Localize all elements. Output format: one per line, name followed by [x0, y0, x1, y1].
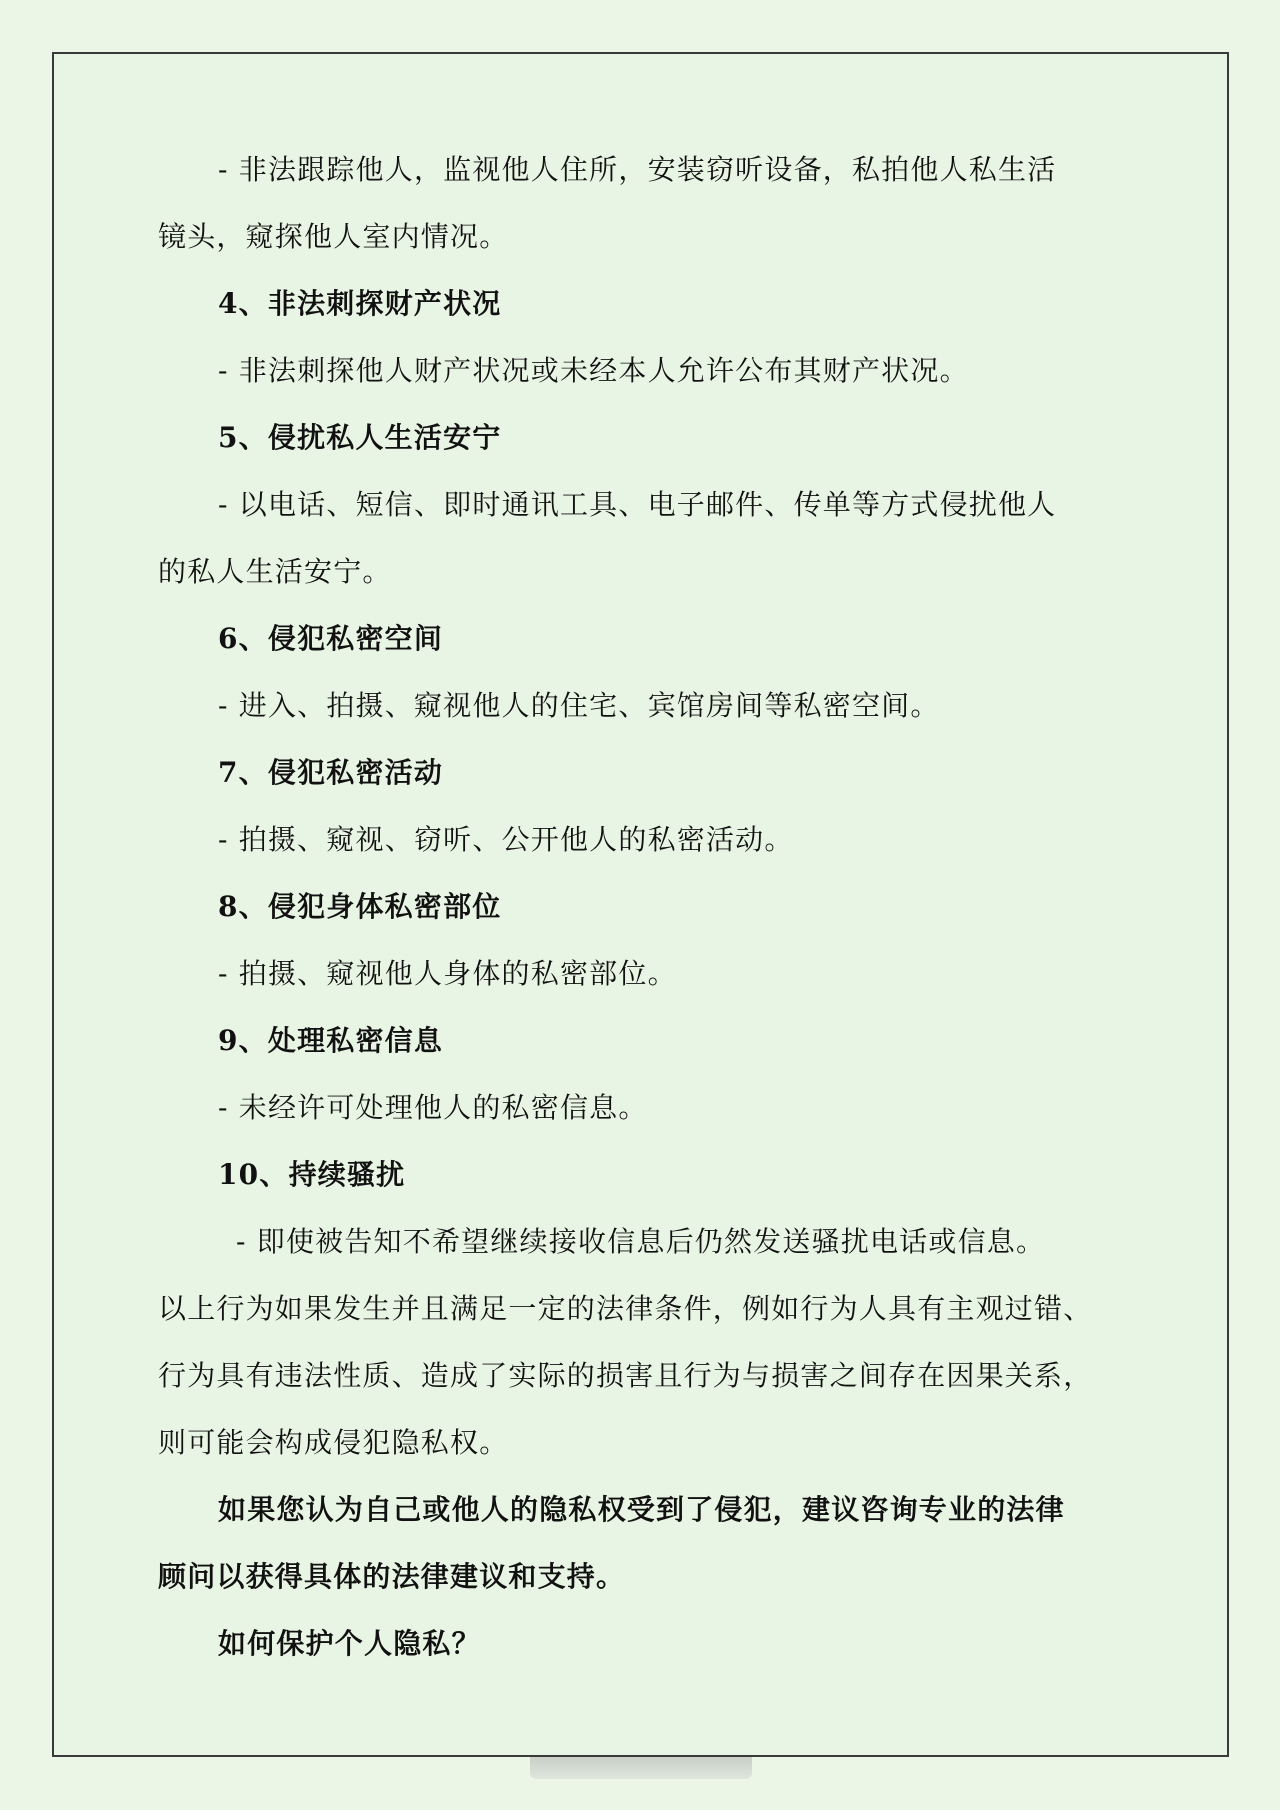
list-item-text: 的私人生活安宁。 [158, 555, 392, 588]
list-item-text: - 进入、拍摄、窥视他人的住宅、宾馆房间等私密空间。 [218, 689, 940, 722]
advice-paragraph-line: 顾问以获得具体的法律建议和支持。 [158, 1560, 626, 1593]
section-heading: 4、非法刺探财产状况 [218, 287, 502, 320]
list-item-text: - 以电话、短信、即时通讯工具、电子邮件、传单等方式侵扰他人 [218, 488, 1057, 521]
list-item-text: - 未经许可处理他人的私密信息。 [218, 1091, 648, 1124]
list-item-text: - 拍摄、窥视他人身体的私密部位。 [218, 957, 677, 990]
section-heading: 8、侵犯身体私密部位 [218, 890, 502, 923]
section-heading: 10、持续骚扰 [218, 1158, 406, 1191]
list-item-text: - 即使被告知不希望继续接收信息后仍然发送骚扰电话或信息。 [236, 1225, 1046, 1258]
page-edge-shadow [530, 1757, 752, 1779]
section-heading: 如何保护个人隐私？ [218, 1627, 481, 1660]
advice-paragraph-line: 如果您认为自己或他人的隐私权受到了侵犯，建议咨询专业的法律 [218, 1493, 1065, 1526]
section-heading: 9、处理私密信息 [218, 1024, 444, 1057]
list-item-text: - 非法跟踪他人，监视他人住所，安装窃听设备，私拍他人私生活 [218, 153, 1057, 186]
section-heading: 5、侵扰私人生活安宁 [218, 421, 502, 454]
paragraph-line: 则可能会构成侵犯隐私权。 [158, 1426, 509, 1459]
list-item-text: 镜头，窥探他人室内情况。 [158, 220, 509, 253]
list-item-text: - 拍摄、窥视、窃听、公开他人的私密活动。 [218, 823, 794, 856]
list-item-text: - 非法刺探他人财产状况或未经本人允许公布其财产状况。 [218, 354, 969, 387]
section-heading: 7、侵犯私密活动 [218, 756, 444, 789]
paragraph-line: 行为具有违法性质、造成了实际的损害且行为与损害之间存在因果关系， [158, 1359, 1093, 1392]
section-heading: 6、侵犯私密空间 [218, 622, 444, 655]
paragraph-line: 以上行为如果发生并且满足一定的法律条件，例如行为人具有主观过错、 [158, 1292, 1093, 1325]
